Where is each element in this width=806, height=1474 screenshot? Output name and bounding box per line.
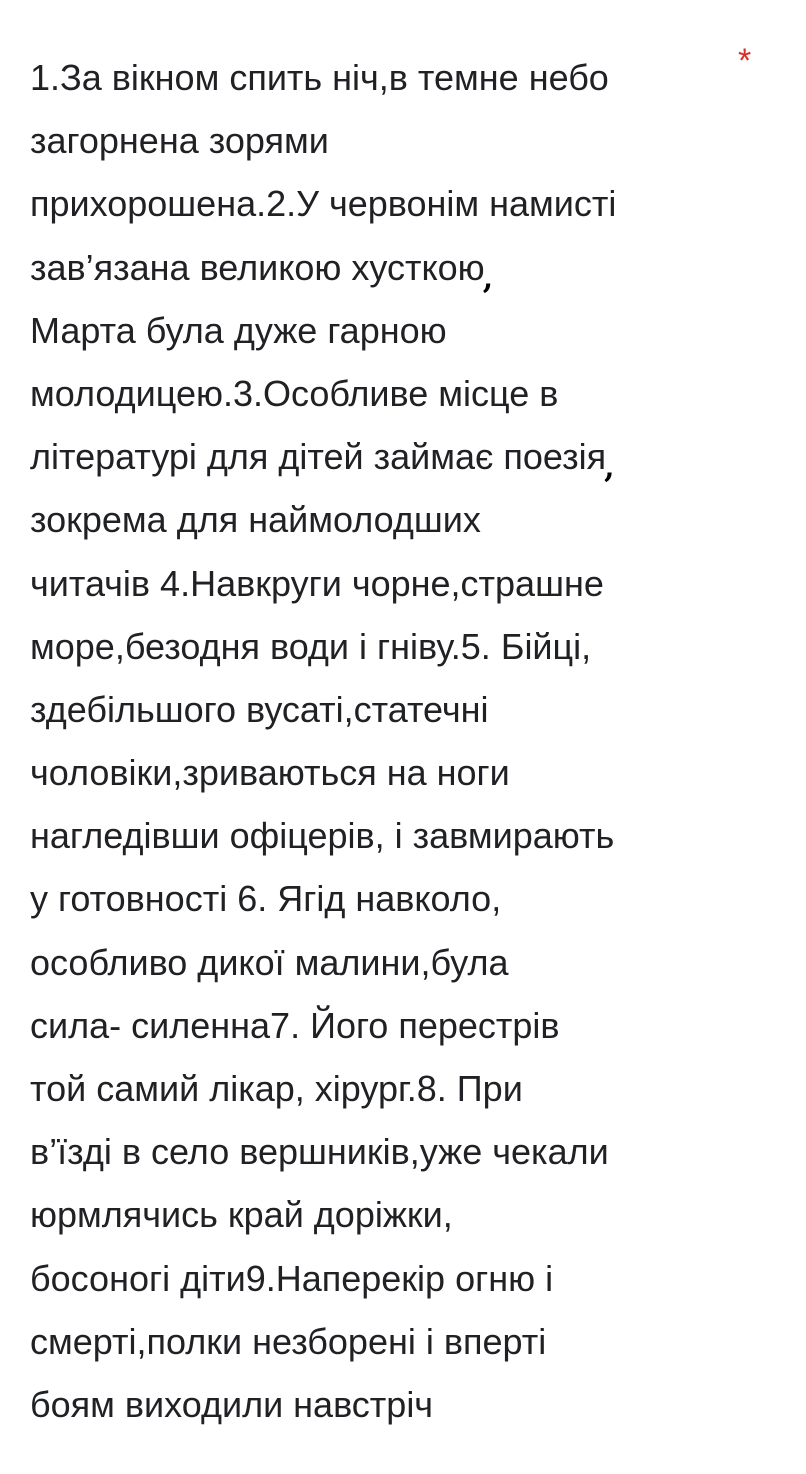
answer-text bbox=[30, 42, 790, 1436]
text-line: загорнена зорями bbox=[30, 120, 329, 162]
text-line: нагледівши офіцерів, і завмирають bbox=[30, 815, 615, 857]
text-line-content: зав’язана великою хусткою bbox=[30, 246, 485, 288]
text-line: читачів 4.Навкруги чорне,страшне bbox=[30, 562, 604, 604]
required-asterisk: * bbox=[738, 42, 752, 80]
text-line: 1.За вікном спить ніч,в темне небо bbox=[30, 57, 609, 98]
text-line: здебільшого вусаті,статечні bbox=[30, 688, 489, 730]
text-line: в’їзді в село вершників,уже чекали bbox=[30, 1131, 609, 1173]
text-line: той самий лікар, хірург.8. При bbox=[30, 1068, 523, 1109]
text-line: море,безодня води і гніву.5. Бійці, bbox=[30, 625, 592, 667]
text-line: прихорошена.2.У червонім намисті bbox=[30, 183, 617, 225]
text-line: у готовності 6. Ягід навколо, bbox=[30, 878, 502, 920]
text-line: чоловіки,зриваються на ноги bbox=[30, 752, 510, 794]
text-line: боям виходили навстріч bbox=[30, 1383, 434, 1425]
text-line: зокрема для наймолодших bbox=[30, 499, 481, 541]
text-line: босоногі діти9.Наперекір огню і bbox=[30, 1257, 554, 1299]
text-line: смерті,полки незборені і вперті bbox=[30, 1320, 547, 1362]
text-line: молодицею.3.Особливе місце в bbox=[30, 372, 559, 414]
text-line: літературі для дітей займає поезія, bbox=[30, 436, 615, 486]
text-line: Марта була дуже гарною bbox=[30, 309, 447, 351]
text-line: зав’язана великою хусткою, bbox=[30, 246, 494, 296]
text-line: сила- силенна7. Його перестрів bbox=[30, 1004, 560, 1046]
text-line: особливо дикої малини,була bbox=[30, 941, 509, 983]
text-line: юрмлячись край доріжки, bbox=[30, 1194, 453, 1236]
text-line-content: літературі для дітей займає поезія bbox=[30, 436, 607, 478]
